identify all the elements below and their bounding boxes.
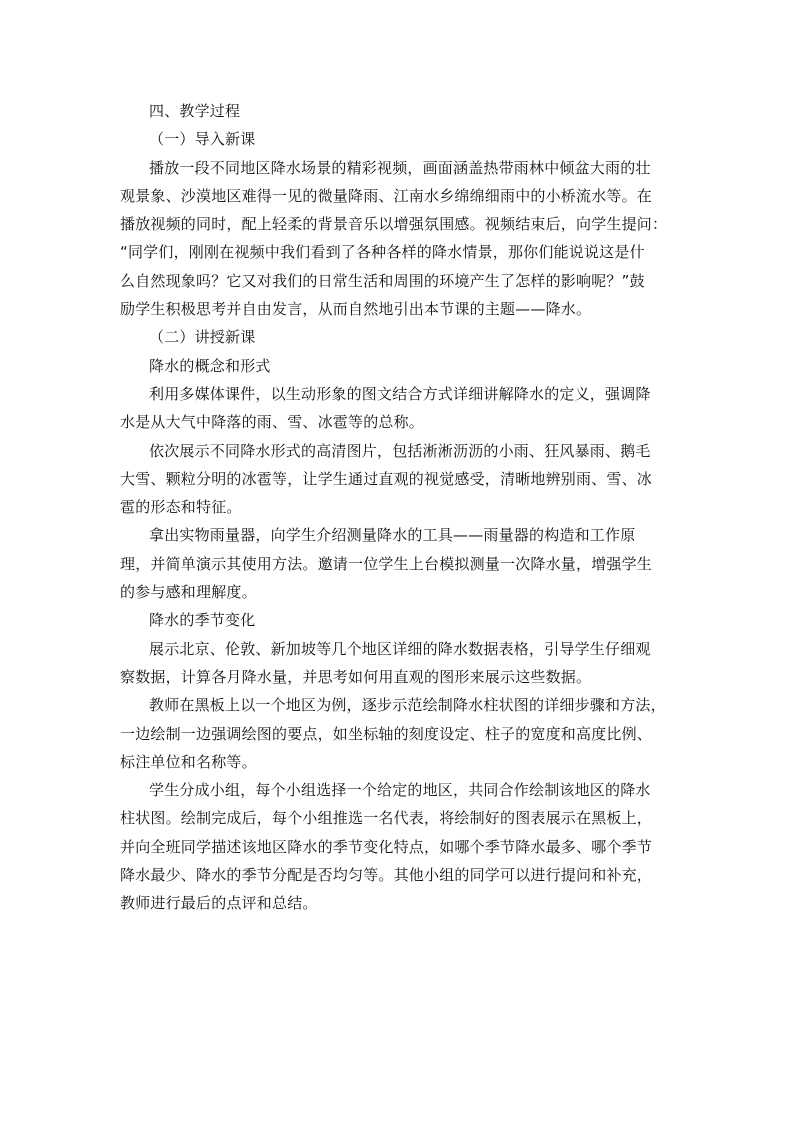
paragraph-line: 理，并简单演示其使用方法。邀请一位学生上台模拟测量一次降水量，增强学生 bbox=[120, 554, 653, 573]
paragraph-line: 播放视频的同时，配上轻柔的背景音乐以增强氛围感。视频结束后，向学生提问： bbox=[120, 215, 668, 234]
paragraph-line: 一边绘制一边强调绘图的要点，如坐标轴的刻度设定、柱子的宽度和高度比例、 bbox=[120, 724, 653, 743]
paragraph-line: 学生分成小组，每个小组选择一个给定的地区，共同合作绘制该地区的降水 bbox=[149, 781, 651, 800]
paragraph-line: 观景象、沙漠地区难得一见的微量降雨、江南水乡绵绵细雨中的小桥流水等。在 bbox=[120, 186, 653, 205]
paragraph-intro bbox=[120, 154, 680, 324]
subsection-title: （一）导入新课 bbox=[149, 130, 256, 149]
paragraph-rain-gauge bbox=[120, 521, 680, 606]
paragraph-line: 播放一段不同地区降水场景的精彩视频，画面涵盖热带雨林中倾盆大雨的壮 bbox=[149, 158, 651, 177]
topic-heading: 降水的季节变化 bbox=[149, 611, 256, 630]
paragraph-data bbox=[120, 635, 680, 692]
paragraph-demo bbox=[120, 691, 680, 776]
paragraph-line: 大雪、颗粒分明的冰雹等，让学生通过直观的视觉感受，清晰地辨别雨、雪、冰 bbox=[120, 469, 653, 488]
paragraph-forms bbox=[120, 437, 680, 522]
paragraph-line: 励学生积极思考并自由发言，从而自然地引出本节课的主题——降水。 bbox=[120, 300, 592, 319]
paragraph-line: 并向全班同学描述该地区降水的季节变化特点，如哪个季节降水最多、哪个季节 bbox=[120, 837, 653, 856]
paragraph-line: 么自然现象吗？它又对我们的日常生活和周围的环境产生了怎样的影响呢？”鼓 bbox=[120, 271, 645, 290]
paragraph-line: 利用多媒体课件，以生动形象的图文结合方式详细讲解降水的定义，强调降 bbox=[149, 384, 651, 403]
paragraph-line: 教师在黑板上以一个地区为例，逐步示范绘制降水柱状图的详细步骤和方法， bbox=[149, 696, 666, 715]
paragraph-line: 察数据，计算各月降水量，并思考如何用直观的图形来展示这些数据。 bbox=[120, 667, 592, 686]
paragraph-line: 展示北京、伦敦、新加坡等几个地区详细的降水数据表格，引导学生仔细观 bbox=[149, 639, 651, 658]
paragraph-line: “同学们，刚刚在视频中我们看到了各种各样的降水情景，那你们能说说这是什 bbox=[120, 243, 645, 262]
paragraph-line: 标注单位和名称等。 bbox=[120, 752, 257, 771]
topic-heading: 降水的概念和形式 bbox=[149, 356, 271, 375]
paragraph-line: 柱状图。绘制完成后，每个小组推选一名代表，将绘制好的图表展示在黑板上， bbox=[120, 809, 653, 828]
document-body bbox=[120, 97, 680, 918]
paragraph-line: 的参与感和理解度。 bbox=[120, 583, 257, 602]
paragraph-definition bbox=[120, 380, 680, 437]
section-title: 四、教学过程 bbox=[149, 102, 241, 120]
paragraph-line: 拿出实物雨量器，向学生介绍测量降水的工具——雨量器的构造和工作原 bbox=[149, 526, 636, 545]
paragraph-line: 依次展示不同降水形式的高清图片，包括淅淅沥沥的小雨、狂风暴雨、鹅毛 bbox=[149, 441, 651, 460]
paragraph-line: 水是从大气中降落的雨、雪、冰雹等的总称。 bbox=[120, 413, 425, 432]
paragraph-line: 降水最少、降水的季节分配是否均匀等。其他小组的同学可以进行提问和补充， bbox=[120, 866, 653, 885]
paragraph-group-work bbox=[120, 776, 680, 917]
paragraph-line: 雹的形态和特征。 bbox=[120, 498, 242, 517]
subsection-title: （二）讲授新课 bbox=[149, 328, 256, 347]
paragraph-line: 教师进行最后的点评和总结。 bbox=[120, 894, 318, 913]
